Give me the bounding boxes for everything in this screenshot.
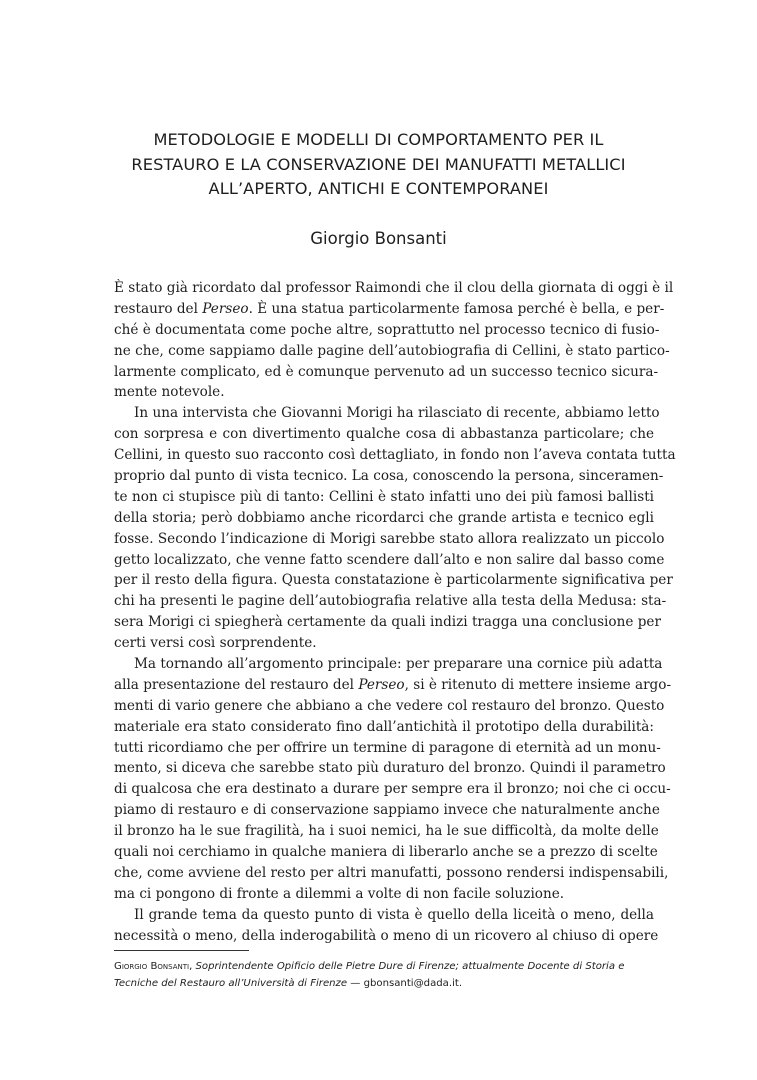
text-line: tutti ricordiamo che per offrire un termine di paragone di eternità ad un monu-: [114, 739, 661, 756]
article-body: [114, 278, 676, 947]
text-line: larmente complicato, ed è comunque pervenuto ad un successo tecnico sicura-: [114, 363, 659, 380]
text-line: menti di vario genere che abbiano a che vedere col restauro del bronzo. Questo: [114, 697, 665, 714]
text-line: te non ci stupisce più di tanto: Cellini è stato infatti uno dei più famosi ballisti: [114, 488, 654, 505]
footnote-role: Soprintendente Opificio delle Pietre Dure di Firenze; attualmente Docente di Storia e: [195, 961, 625, 972]
text-line: ma ci pongono di fronte a dilemmi a volte di non facile soluzione.: [114, 885, 565, 902]
paragraph: [114, 278, 674, 403]
paragraph: [114, 403, 676, 654]
text-line: ché è documentata come poche altre, soprattutto nel processo tecnico di fusio-: [114, 321, 660, 338]
text-line: della storia; però dobbiamo anche ricordarci che grande artista e tecnico egli: [114, 509, 654, 526]
text-line: quali noi cerchiamo in qualche maniera di liberarlo anche se a prezzo di scelte: [114, 844, 658, 861]
text-line: il bronzo ha le sue fragilità, ha i suoi nemici, ha le sue difficoltà, da molte delle: [114, 823, 659, 840]
text-line: con sorpresa e con divertimento qualche cosa di abbastanza particolare; che: [114, 426, 654, 443]
text-line: che, come avviene del resto per altri manufatti, possono rendersi indispensabili,: [114, 864, 669, 881]
footnote-role: Tecniche del Restauro all’Università di Firenze: [114, 978, 348, 989]
text-line: di qualcosa che era destinato a durare per sempre era il bronzo; noi che ci occu-: [114, 781, 671, 798]
footnote-email: gbonsanti@dada.it.: [363, 978, 463, 989]
text-line: mento, si diceva che sarebbe stato più duraturo del bronzo. Quindi il parametro: [114, 760, 666, 777]
text-line: fosse. Secondo l’indicazione di Morigi sarebbe stato allora realizzato un piccolo: [114, 530, 665, 547]
paragraph: [114, 654, 672, 905]
italic-title: Perseo: [202, 300, 249, 317]
text-line: chi ha presenti le pagine dell’autobiografia relative alla testa della Medusa: sta-: [114, 593, 667, 610]
author-footnote: [114, 958, 659, 992]
article-title: [60, 128, 697, 202]
text-line: necessità o meno, della inderogabilità o meno di un ricovero al chiuso di opere: [114, 927, 659, 944]
title-line: METODOLOGIE E MODELLI DI COMPORTAMENTO PER IL: [153, 130, 604, 149]
text-line: Il grande tema da questo punto di vista è quello della liceità o meno, della: [134, 906, 654, 923]
text-line: sera Morigi ci spiegherà certamente da quali indizi tragga una conclusione per: [114, 614, 661, 631]
footnote-line: [114, 975, 659, 992]
text-line: Ma tornando all’argomento principale: per preparare una cornice più adatta: [134, 656, 663, 673]
article-author: Giorgio Bonsanti: [310, 229, 447, 248]
text-line: restauro del Perseo. È una statua particolarmente famosa perché è bella, e per-: [114, 300, 665, 317]
text-line: È stato già ricordato dal professor Raimondi che il clou della giornata di oggi è il: [114, 280, 674, 296]
text-line: Cellini, in questo suo racconto così dettagliato, in fondo non l’aveva contata tutta: [114, 447, 676, 464]
footnote-divider: [114, 950, 249, 951]
title-line: RESTAURO E LA CONSERVAZIONE DEI MANUFATTI METALLICI: [131, 154, 626, 174]
text-line: piamo di restauro e di conservazione sappiamo invece che naturalmente anche: [114, 802, 660, 819]
text-line: certi versi così sorprendente.: [114, 635, 317, 652]
text-line: alla presentazione del restauro del Perseo, si è ritenuto di mettere insieme argo-: [114, 676, 672, 693]
title-line: ALL’APERTO, ANTICHI E CONTEMPORANEI: [208, 179, 549, 198]
text-line: In una intervista che Giovanni Morigi ha rilasciato di recente, abbiamo letto: [134, 405, 660, 422]
footnote-author-name: Giorgio Bonsanti,: [114, 961, 193, 972]
footnote-separator: —: [347, 978, 364, 989]
text-line: materiale era stato considerato fino dall’antichità il prototipo della durabilità:: [114, 718, 654, 735]
italic-title: Perseo: [358, 676, 405, 693]
text-line: proprio dal punto di vista tecnico. La cosa, conoscendo la persona, sinceramen-: [114, 468, 664, 485]
text-line: per il resto della figura. Questa constatazione è particolarmente significativa per: [114, 572, 673, 589]
footnote-line: [114, 958, 659, 975]
text-line: ne che, come sappiamo dalle pagine dell’autobiografia di Cellini, è stato partico-: [114, 342, 670, 359]
paragraph: [114, 905, 659, 947]
text-line: mente notevole.: [114, 384, 225, 401]
text-line: getto localizzato, che venne fatto scendere dall’alto e non salire dal basso come: [114, 551, 665, 568]
